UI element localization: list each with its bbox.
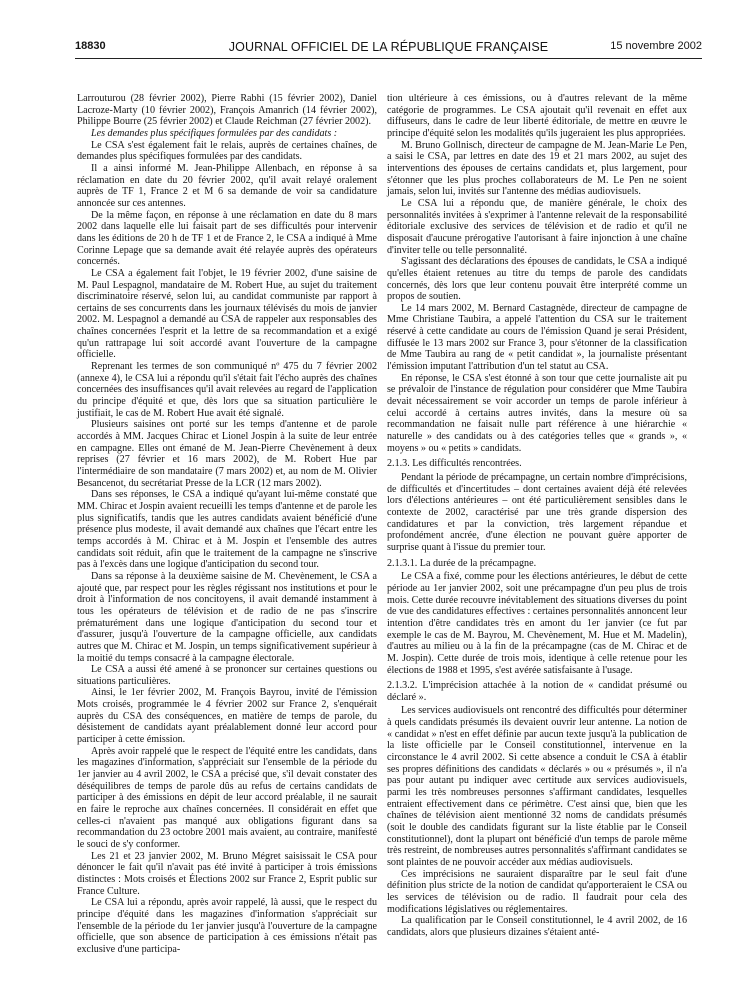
paragraph: Dans ses réponses, le CSA a indiqué qu'ayant lui-même constaté que MM. Chirac et Jospin avaient recueilli les temps d'antenne et de parole les plus significatifs, tandis que les autres candidats avaient bénéficié d'une présence plus modeste, il avait demandé aux chaînes que l'écart entre les temps accordés à M. Chirac et à M. Jospin et l'ensemble des autres candidats soit réduit, afin que le traitement de la campagne ne s'inscrive pas à l'excès dans une logique d'anticipation du second tour. bbox=[77, 489, 377, 571]
paragraph: Le CSA s'est également fait le relais, auprès de certaines chaînes, de demandes plus spécifiques formulées par des candidats. bbox=[77, 139, 377, 163]
issue-date: 15 novembre 2002 bbox=[610, 40, 702, 52]
paragraph: Pendant la période de précampagne, un certain nombre d'imprécisions, de difficultés et d'incertitudes – dont certaines avaient déjà été relevées lors d'élections antérieures – ont été particulièrement sensibles dans le contexte de 2002, caractérisé par une très grande dispersion des candidatures et par la conviction, très largement répandue et profondément ancrée, d'une élection ne pouvant guère apporter de surprise quant à l'issue du premier tour. bbox=[387, 472, 687, 553]
paragraph: Ces imprécisions ne sauraient disparaître par le seul fait d'une définition plus stricte de la notion de candidat qu'apporteraient le CSA ou les services de télévision ou de radio. Il faudrait pour cela des modifications législatives ou réglementaires. bbox=[387, 868, 687, 915]
section-heading: 2.1.3. Les difficultés rencontrées. bbox=[387, 458, 522, 470]
section-heading: 2.1.3.1. La durée de la précampagne. bbox=[387, 557, 537, 569]
paragraph: Plusieurs saisines ont porté sur les temps d'antenne et de parole accordés à MM. Jacques Chirac et Lionel Jospin à la suite de leur entrée en campagne. Elles ont émané de M. Jean-Pierre Chevènement à deux reprises (27 février et 16 mars 2002), de M. Robert Hue par l'intermédiaire de son mandataire (7 mars 2002) et, au nom de M. Olivier Besancenot, du secrétariat Presse de la LCR (12 mars 2002). bbox=[77, 419, 377, 489]
right-column bbox=[387, 93, 687, 939]
paragraph: S'agissant des déclarations des épouses de candidats, le CSA a indiqué qu'elles étaient retenues au titre du temps de parole des candidats concernés, dès lors que leur contenu pouvait être interprété comme un propos de soutien. bbox=[387, 256, 687, 303]
paragraph: Reprenant les termes de son communiqué nº 475 du 7 février 2002 (annexe 4), le CSA lui a répondu qu'il s'était fait l'écho auprès des chaînes concernées des insuffisances qu'il avait relevées au regard de l'application du principe d'équité et que, dès lors que sa situation particulière le justifiait, le cas de M. Robert Hue avait été signalé. bbox=[77, 361, 377, 419]
page-header bbox=[75, 40, 702, 58]
paragraph: Il a ainsi informé M. Jean-Philippe Allenbach, en réponse à sa réclamation en date du 20 février 2002, qu'il avait relayé oralement auprès de TF 1, France 2 et M 6 sa demande de voir sa candidature annoncée sur ces antennes. bbox=[77, 162, 377, 209]
left-column bbox=[77, 93, 377, 956]
paragraph: Après avoir rappelé que le respect de l'équité entre les candidats, dans les magazines d'information, s'appréciait sur l'ensemble de la période du 1er janvier au 4 avril 2002, le CSA a précisé que, s'il devait constater des déséquilibres de temps de parole dûs au refus de certains candidats de participer à des émissions en dépit de leur accord préalable, il ne saurait en faire le reproche aux chaînes concernées. Il considérait en effet que celles-ci n'avaient pas manqué aux obligations figurant dans sa recommandation du 23 octobre 2001 mais avaient, au contraire, manifesté le souci de s'y conformer. bbox=[77, 745, 377, 850]
paragraph: Le CSA lui a répondu, après avoir rappelé, là aussi, que le respect du principe d'équité dans les magazines d'information s'appréciait sur l'ensemble de la période du 1er janvier jusqu'à l'ouverture de la campagne officielle, que son absence de participation à ces émissions n'était pas exclusive d'une participa- bbox=[77, 897, 377, 955]
paragraph: Le CSA a fixé, comme pour les élections antérieures, le début de cette période au 1er janvier 2002, soit une précampagne d'un peu plus de trois mois. Cette durée recouvre inévitablement des situations diverses du point de vue des candidatures effectives : certaines personnalités annoncent leur intention d'être candidates très en amont du 1er janvier (ce fut par exemple le cas de M. Bayrou, M. Chevènement, M. Hue et M. Madelin), d'autres au milieu ou à la fin de la précampagne (cas de M. Chirac et de M. Jospin). Cette durée de trois mois, identique à celle retenue pour les élections de 1988 et 1995, s'est avérée satisfaisante à l'usage. bbox=[387, 571, 687, 676]
paragraph: En réponse, le CSA s'est étonné à son tour que cette journaliste ait pu se prévaloir de l'instance de régulation pour considérer que Mme Taubira devait nécessairement se voir accorder un temps de parole inférieur à celui accordé à certains autres invités, dans la mesure où sa recommandation ne faisait nulle part référence à une hiérarchie « naturelle » des candidats ou à des catégories telles que « grands », « moyens » ou « petits » candidats. bbox=[387, 372, 687, 454]
paragraph: Le 14 mars 2002, M. Bernard Castagnède, directeur de campagne de Mme Christiane Taubira, a appelé l'attention du CSA sur le traitement réservé à cette candidate au cours de l'émission Quand je serai Président, diffusée le 13 mars 2002 sur France 3, pour s'étonner de la classification de Mme Taubira au rang de « petit candidat », la journaliste présentant l'émission imputant l'attribution d'un tel statut au CSA. bbox=[387, 302, 687, 373]
paragraph: Le CSA a également fait l'objet, le 19 février 2002, d'une saisine de M. Paul Lespagnol, mandataire de M. Robert Hue, au sujet du traitement discriminatoire réservé, selon lui, au candidat communiste par rapport à certains de ses concurrents dans les journaux télévisés du mois de janvier 2002. M. Lespagnol a demandé au CSA de rappeler aux responsables des chaînes concernées l'esprit et la lettre de sa recommandation et a exigé qu'un rattrapage lui soit accordé avant l'ouverture de la campagne officielle. bbox=[77, 267, 377, 361]
journal-title: JOURNAL OFFICIEL DE LA RÉPUBLIQUE FRANÇAISE bbox=[228, 40, 549, 54]
paragraph: Le CSA lui a répondu que, de manière générale, le choix des personnalités invitées à s'exprimer à l'antenne relevait de la responsabilité éditoriale exclusive des services de télévision et de radio et qu'il ne disposait d'aucune prérogative l'autorisant à faire injonction à une chaîne d'inviter telle ou telle personnalité. bbox=[387, 197, 687, 256]
paragraph: Ainsi, le 1er février 2002, M. François Bayrou, invité de l'émission Mots croisés, programmée le 4 février 2002 sur France 2, s'enquérait auprès du CSA des conséquences, en matière de temps de parole, du désistement de candidats ayant préalablement donné leur accord pour participer à cette émission. bbox=[77, 687, 377, 746]
paragraph: La qualification par le Conseil constitutionnel, le 4 avril 2002, de 16 candidats, alors que plusieurs dizaines s'étaient anté- bbox=[387, 915, 687, 938]
section-heading: 2.1.3.2. L'imprécision attachée à la notion de « candidat présumé ou déclaré ». bbox=[387, 680, 687, 703]
paragraph: Les 21 et 23 janvier 2002, M. Bruno Mégret saisissait le CSA pour dénoncer le fait qu'il n'avait pas été invité à participer à trois émissions distinctes : Mots croisés et Élections 2002 sur France 2, Esprit public sur France Culture. bbox=[77, 850, 377, 897]
paragraph: Larrouturou (28 février 2002), Pierre Rabhi (15 février 2002), Daniel Lacroze-Marty (10 février 2002), François Amanrich (14 février 2002), Philippe Bourre (25 février 2002) et Claude Reichman (27 février 2002). bbox=[77, 93, 377, 128]
header-rule bbox=[75, 58, 702, 59]
page-number: 18830 bbox=[75, 40, 106, 52]
paragraph: Les services audiovisuels ont rencontré des difficultés pour déterminer à quels candidats présumés ils devaient ouvrir leur antenne. La notion de « candidat » n'est en effet définie par aucun texte jusqu'à la publication de la liste officielle par le Conseil constitutionnel, intervenue en la circonstance le 4 avril 2002. Si cette absence a conduit le CSA à établir ses propres définitions des candidats « déclarés » ou « présumés », il n'a pas pour autant pu indiquer avec certitude aux services audiovisuels, parmi les très nombreuses personnes s'affirmant candidates, lesquelles entraient effectivement dans ce périmètre. C'est ainsi que, bien que les chaînes de télévision aient mentionné 32 noms de candidats présumés (soit le double des candidats figurant sur la liste établie par le Conseil constitutionnel), dont la plupart ont bénéficié d'un temps de parole même très restreint, de nombreuses autres personnalités s'affirmant candidates se sont plaintes de ne pouvoir accéder aux médias audiovisuels. bbox=[387, 705, 687, 868]
paragraph: Les demandes plus spécifiques formulées par des candidats : bbox=[91, 127, 338, 139]
paragraph: Le CSA a aussi été amené à se prononcer sur certaines questions ou situations particulières. bbox=[77, 664, 377, 687]
paragraph: tion ultérieure à ces émissions, ou à d'autres relevant de la même catégorie de programmes. Le CSA ajoutait qu'il revenait en effet aux diffuseurs, dans le cadre de leur liberté éditoriale, de mettre en œuvre le principe d'équité selon les modalités qu'ils jugeraient les plus appropriées. bbox=[387, 93, 687, 139]
paragraph: Dans sa réponse à la deuxième saisine de M. Chevènement, le CSA a ajouté que, par respect pour les règles régissant nos institutions et pour le droit à l'information de nos concitoyens, il avait demandé instamment à tous les opérateurs de télévision et de radio de ne pas s'inscrire prématurément dans une logique d'anticipation du second tour et d'assurer, jusqu'à l'ouverture de la campagne officielle, aux candidats autres que M. Chirac et M. Jospin, un temps significativement supérieur à la moitié du temps consacré à la campagne électorale. bbox=[77, 570, 377, 664]
paragraph: De la même façon, en réponse à une réclamation en date du 8 mars 2002 dans laquelle elle lui faisait part de ses difficultés pour intervenir dans les éditions de 20 h de TF 1 et de France 2, le CSA a indiqué à Mme Corinne Lepage que sa demande avait été relayée auprès des opérateurs concernés. bbox=[77, 209, 377, 268]
paragraph: M. Bruno Gollnisch, directeur de campagne de M. Jean-Marie Le Pen, a saisi le CSA, par lettres en date des 19 et 21 mars 2002, au sujet des interventions des épouses de certains candidats et, plus largement, pour s'étonner que les plus proches collaborateurs de M. Le Pen ne soient jamais, selon lui, invités sur l'antenne des médias audiovisuels. bbox=[387, 139, 687, 198]
